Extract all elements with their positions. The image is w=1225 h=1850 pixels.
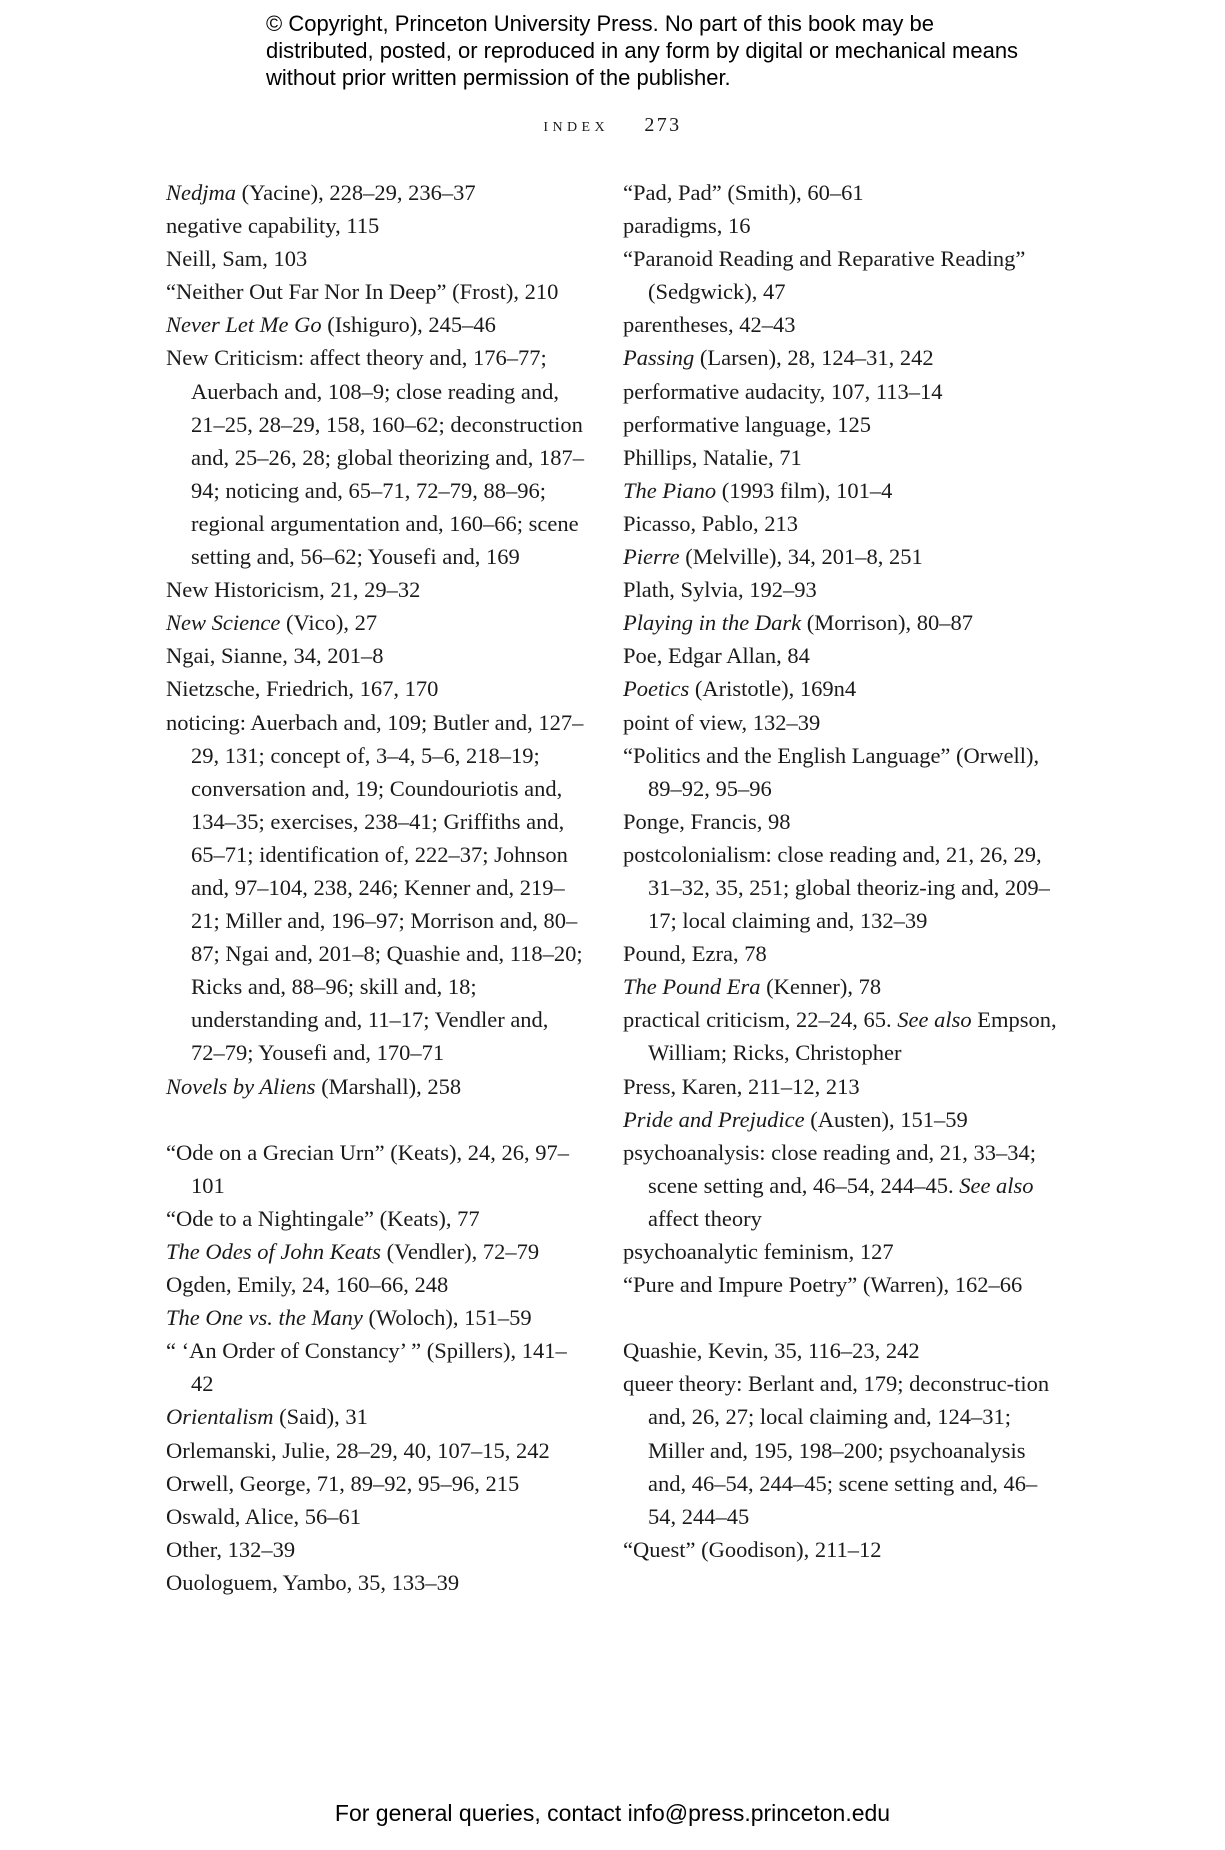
- index-entry-text: Ngai, Sianne, 34, 201–8: [166, 643, 384, 669]
- index-entry-text: (Kenner), 78: [760, 974, 882, 1000]
- index-entry-text: “ ‘An Order of Constancy’ ” (Spillers), 141–42: [166, 1338, 567, 1397]
- index-entry: [166, 1467, 586, 1500]
- index-entry-text: Ogden, Emily, 24, 160–66, 248: [166, 1272, 449, 1298]
- index-entry: [166, 639, 586, 672]
- index-entry: [166, 1334, 586, 1400]
- index-entry-text: Phillips, Natalie, 71: [623, 444, 802, 470]
- index-entry: [166, 1136, 586, 1202]
- index-entry: [166, 1434, 586, 1467]
- index-entry: [623, 474, 1063, 507]
- index-entry: [623, 970, 1063, 1003]
- page-number: 273: [644, 114, 682, 136]
- index-entry-text: Neill, Sam, 103: [166, 246, 308, 272]
- index-entry: [623, 242, 1063, 308]
- index-entry: [623, 805, 1063, 838]
- index-entry-title: Pride and Prejudice: [623, 1106, 805, 1132]
- index-entry-text: Orwell, George, 71, 89–92, 95–96, 215: [166, 1470, 520, 1496]
- index-entry-title: Orientalism: [166, 1404, 274, 1430]
- index-entry: [166, 209, 586, 242]
- index-entry-text: parentheses, 42–43: [623, 312, 796, 338]
- index-entry-title: The Odes of John Keats: [166, 1239, 381, 1264]
- contact-footer: For general queries, contact info@press.princeton.edu: [334, 1800, 891, 1826]
- index-column-left: [166, 176, 586, 1599]
- index-entry: [623, 540, 1063, 573]
- index-entry-text: (Melville), 34, 201–8, 251: [679, 544, 923, 570]
- index-entry: [623, 408, 1063, 441]
- index-entry: [166, 1533, 586, 1566]
- index-entry-text: Plath, Sylvia, 192–93: [623, 577, 817, 603]
- index-entry: [623, 209, 1063, 242]
- index-entry-title: See also: [897, 1007, 972, 1033]
- index-entry: [623, 639, 1063, 672]
- index-entry-text: Picasso, Pablo, 213: [623, 510, 799, 536]
- index-entry-text: Empson, William; Ricks, Christopher: [648, 1007, 1057, 1066]
- index-entry: [623, 739, 1063, 805]
- index-entry-text: Other, 132–39: [166, 1536, 296, 1562]
- index-entry-title: New Science: [166, 610, 281, 636]
- index-entry: [623, 706, 1063, 739]
- index-entry-text: (Larsen), 28, 124–31, 242: [694, 345, 934, 371]
- index-entry-text: (Yacine), 228–29, 236–37: [236, 180, 476, 205]
- index-entry-title: Pierre: [623, 544, 680, 570]
- index-entry: [166, 606, 586, 639]
- index-entry-text: postcolonialism: close reading and, 21, 26, 29, 31–32, 35, 251; global theoriz-ing and, 209–17; local claiming and, 132–39: [623, 841, 1050, 934]
- index-entry: [623, 573, 1063, 606]
- index-entry-text: performative audacity, 107, 113–14: [623, 378, 943, 404]
- index-entry: [623, 176, 1063, 209]
- index-entry-text: noticing: Auerbach and, 109; Butler and, 127–29, 131; concept of, 3–4, 5–6, 218–19; conversation and, 19; Coundouriotis and, 134–35; exercises, 238–41; Griffiths and, 65–71; identification of, 222–37; Johnson and, 97–104, 238, 246; Kenner and, 219–21; Miller and, 196–97; Morrison and, 80–87; Ngai and, 201–8; Quashie and, 118–20; Ricks and, 88–96; skill and, 18; understanding and, 11–17; Vendler and, 72–79; Yousefi and, 170–71: [166, 709, 584, 1066]
- index-entry: [623, 606, 1063, 639]
- index-entry-title: Nedjma: [166, 180, 236, 205]
- index-entry-text: Quashie, Kevin, 35, 116–23, 242: [623, 1338, 920, 1364]
- index-entry-title: Novels by Aliens: [166, 1073, 316, 1099]
- index-entry-text: (Woloch), 151–59: [362, 1305, 532, 1331]
- index-entry: [623, 1070, 1063, 1103]
- index-entry-text: queer theory: Berlant and, 179; deconstruc-tion and, 26, 27; local claiming and, 124–31; Miller and, 195, 198–200; psychoanalysis and, 46–54, 244–45; scene setting and, 46–54, 244–45: [623, 1371, 1050, 1529]
- index-entry-text: practical criticism, 22–24, 65.: [623, 1007, 898, 1033]
- index-entry-text: Pound, Ezra, 78: [623, 941, 767, 967]
- index-entry-text: “Neither Out Far Nor In Deep” (Frost), 210: [166, 279, 559, 305]
- index-entry-text: Orlemanski, Julie, 28–29, 40, 107–15, 242: [166, 1437, 550, 1463]
- index-entry-title: The One vs. the Many: [166, 1305, 363, 1331]
- index-entry-text: New Historicism, 21, 29–32: [166, 577, 421, 603]
- index-entry: [623, 1003, 1063, 1069]
- index-entry-text: “Politics and the English Language” (Orwell), 89–92, 95–96: [623, 742, 1040, 801]
- index-entry: [623, 375, 1063, 408]
- index-entry-text: (Marshall), 258: [315, 1073, 462, 1099]
- index-entry-text: Poe, Edgar Allan, 84: [623, 643, 810, 669]
- index-entry: [623, 1136, 1063, 1235]
- index-column-right: [623, 176, 1063, 1566]
- index-entry: [623, 441, 1063, 474]
- index-entry-text: (Said), 31: [273, 1404, 368, 1430]
- index-entry-text: negative capability, 115: [166, 213, 380, 239]
- index-entry-text: (Morrison), 80–87: [801, 610, 973, 636]
- index-entry: [166, 573, 586, 606]
- index-entry: [166, 1268, 586, 1301]
- running-head: [0, 114, 1225, 137]
- index-entry-title: Passing: [623, 345, 695, 371]
- index-entry-text: “Quest” (Goodison), 211–12: [623, 1536, 882, 1562]
- index-entry-text: point of view, 132–39: [623, 709, 821, 735]
- index-entry-text: psychoanalytic feminism, 127: [623, 1239, 894, 1264]
- index-entry: [623, 341, 1063, 374]
- index-entry: [166, 1566, 586, 1599]
- index-entry-text: (Ishiguro), 245–46: [321, 312, 496, 338]
- index-entry-text: (Vendler), 72–79: [380, 1239, 540, 1264]
- index-entry-title: Never Let Me Go: [166, 312, 322, 338]
- index-entry: [166, 1070, 586, 1103]
- index-entry-text: performative language, 125: [623, 411, 872, 437]
- index-entry-text: affect theory: [648, 1205, 762, 1231]
- index-entry: [166, 672, 586, 705]
- index-entry: [623, 838, 1063, 937]
- index-entry: [623, 1235, 1063, 1268]
- index-entry: [166, 1202, 586, 1235]
- index-entry: [166, 1500, 586, 1533]
- index-entry: [623, 672, 1063, 705]
- index-entry-text: paradigms, 16: [623, 213, 751, 239]
- running-head-label: index: [543, 114, 609, 136]
- index-entry-title: See also: [959, 1172, 1034, 1198]
- index-entry: [623, 507, 1063, 540]
- index-entry: [166, 341, 586, 573]
- index-entry-text: Oswald, Alice, 56–61: [166, 1503, 361, 1529]
- index-entry-text: Ponge, Francis, 98: [623, 808, 791, 834]
- index-entry: [623, 1268, 1063, 1301]
- index-entry: [166, 706, 586, 1070]
- index-entry: [623, 308, 1063, 341]
- index-entry-text: (Vico), 27: [280, 610, 378, 636]
- index-entry: [166, 176, 586, 209]
- index-entry: [623, 937, 1063, 970]
- index-entry: [166, 275, 586, 308]
- index-entry-text: (Austen), 151–59: [804, 1106, 968, 1132]
- index-entry-title: Poetics: [623, 676, 690, 702]
- index-entry-title: Playing in the Dark: [623, 610, 802, 636]
- index-entry: [623, 1103, 1063, 1136]
- index-entry-text: Nietzsche, Friedrich, 167, 170: [166, 676, 439, 702]
- index-entry-text: (1993 film), 101–4: [716, 477, 893, 503]
- index-entry: [166, 308, 586, 341]
- index-entry: [623, 1533, 1063, 1566]
- index-entry-text: “Ode on a Grecian Urn” (Keats), 24, 26, 97–101: [166, 1139, 569, 1198]
- index-entry: [166, 242, 586, 275]
- index-entry-title: The Pound Era: [623, 974, 761, 1000]
- index-entry: [623, 1367, 1063, 1532]
- index-entry: [623, 1334, 1063, 1367]
- index-entry-text: “Ode to a Nightingale” (Keats), 77: [166, 1205, 480, 1231]
- index-entry-title: The Piano: [623, 477, 717, 503]
- index-entry: [166, 1301, 586, 1334]
- index-entry-text: “Pad, Pad” (Smith), 60–61: [623, 180, 864, 205]
- index-entry-text: Ouologuem, Yambo, 35, 133–39: [166, 1569, 460, 1595]
- index-entry: [166, 1235, 586, 1268]
- copyright-notice: © Copyright, Princeton University Press. No part of this book may be distributed, posted, or reproduced in any form by digital or mechanical means without prior written permission of the publisher.: [266, 11, 1019, 90]
- index-entry-text: “Pure and Impure Poetry” (Warren), 162–66: [623, 1272, 1023, 1298]
- index-entry-text: “Paranoid Reading and Reparative Reading” (Sedgwick), 47: [623, 246, 1026, 305]
- index-entry-text: (Aristotle), 169n4: [689, 676, 857, 702]
- index-entry-text: New Criticism: affect theory and, 176–77; Auerbach and, 108–9; close reading and, 21–25, 28–29, 158, 160–62; deconstruction and, 25–26, 28; global theorizing and, 187–94; noticing and, 65–71, 72–79, 88–96; regional argumentation and, 160–66; scene setting and, 56–62; Yousefi and, 169: [166, 345, 585, 570]
- index-entry: [166, 1400, 586, 1433]
- index-entry-text: psychoanalysis: close reading and, 21, 33–34; scene setting and, 46–54, 244–45.: [623, 1139, 1037, 1198]
- index-entry-text: Press, Karen, 211–12, 213: [623, 1073, 860, 1099]
